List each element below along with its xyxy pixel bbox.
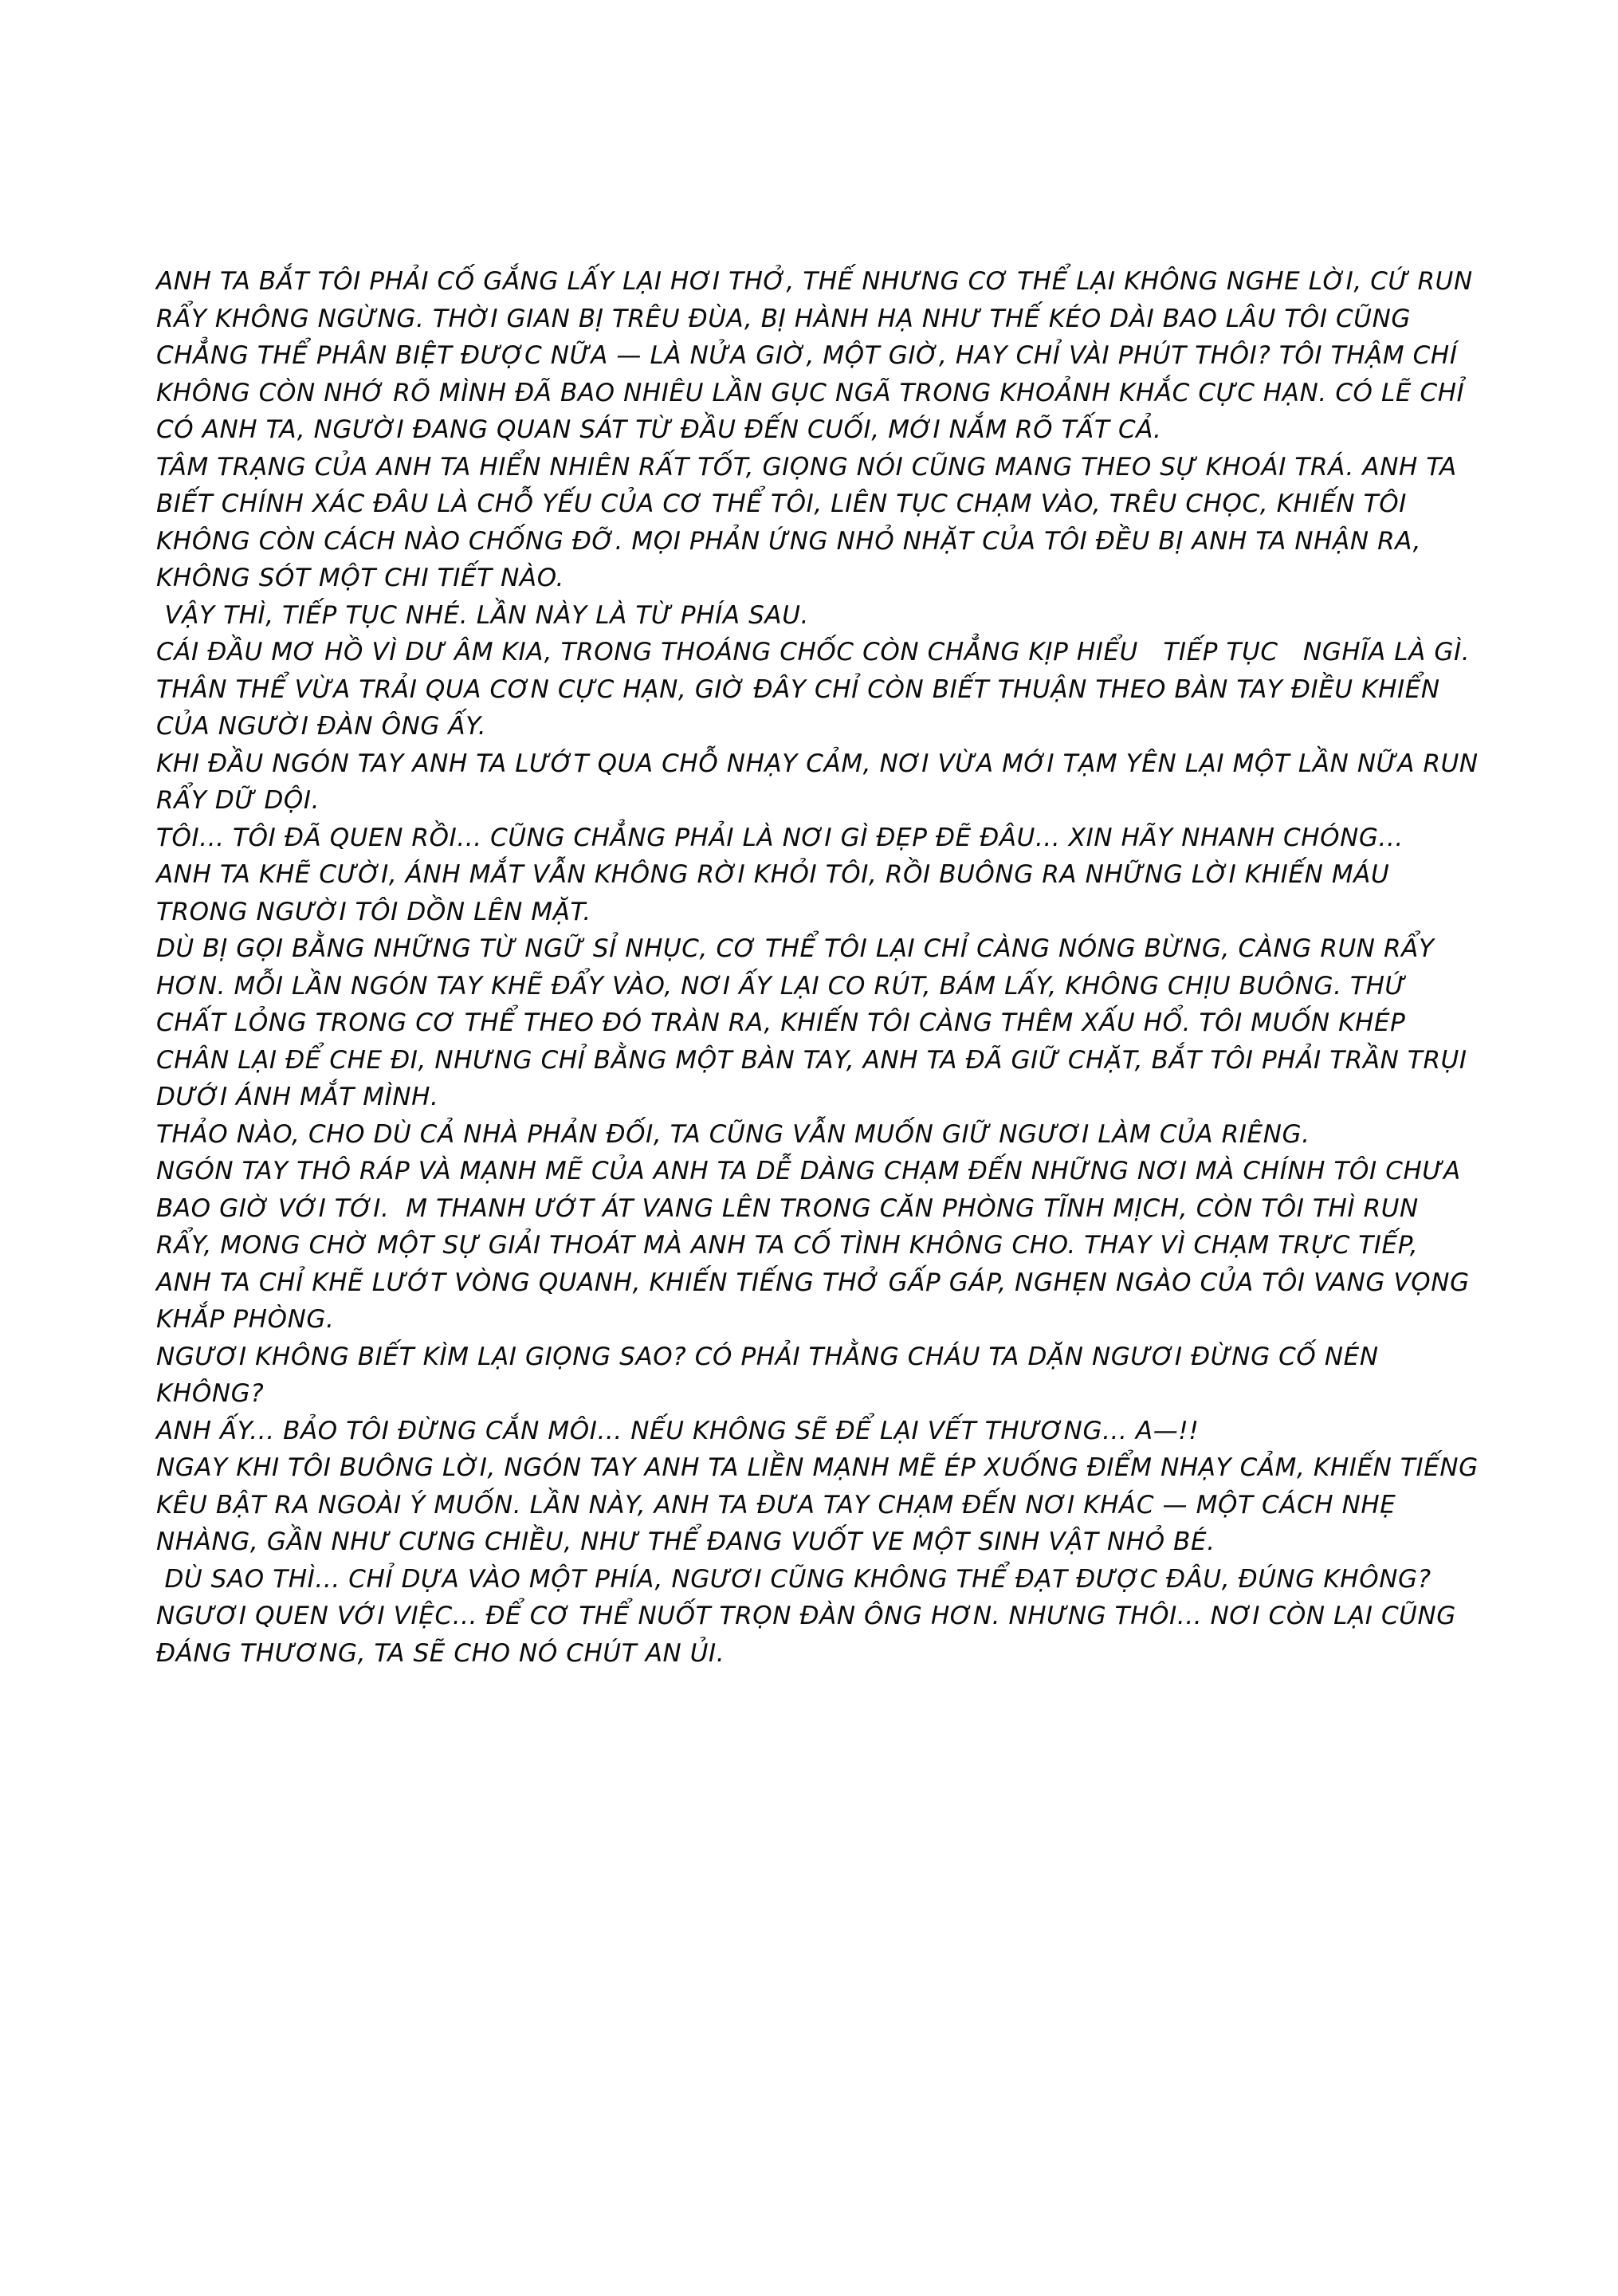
paragraph: VẬY THÌ, TIẾP TỤC NHÉ. LẦN NÀY LÀ TỪ PHÍA SAU. <box>156 600 809 630</box>
paragraph: NGAY KHI TÔI BUÔNG LỜI, NGÓN TAY ANH TA LIỀN MẠNH MẼ ÉP XUỐNG ĐIỂM NHẠY CẢM, KHIẾN TIẾNG KÊU BẬT RA NGOÀI Ý MUỐN. LẦN NÀY, ANH TA ĐƯA TAY CHẠM ĐẾN NƠI KHÁC — MỘT CÁCH NHẸ NHÀNG, GẦN NHƯ CƯNG CHIỀU, NHƯ THỂ ĐANG VUỐT VE MỘT SINH VẬT NHỎ BÉ. <box>156 1453 1487 1556</box>
paragraph: ANH ẤY... BẢO TÔI ĐỪNG CẮN MÔI... NẾU KHÔNG SẼ ĐỂ LẠI VẾT THƯƠNG... A—!! <box>156 1416 1200 1445</box>
paragraph: THẢO NÀO, CHO DÙ CẢ NHÀ PHẢN ĐỐI, TA CŨNG VẪN MUỐN GIỮ NGƯƠI LÀM CỦA RIÊNG. <box>156 1119 1310 1149</box>
paragraph: DÙ SAO THÌ... CHỈ DỰA VÀO MỘT PHÍA, NGƯƠI CŨNG KHÔNG THỂ ĐẠT ĐƯỢC ĐÂU, ĐÚNG KHÔNG? NGƯƠI QUEN VỚI VIỆC... ĐỂ CƠ THỂ NUỐT TRỌN ĐÀN ÔNG HƠN. NHƯNG THÔI... NƠI CÒN LẠI CŨNG ĐÁNG THƯƠNG, TA SẼ CHO NÓ CHÚT AN ỦI. <box>156 1564 1465 1668</box>
paragraph: NGƯƠI KHÔNG BIẾT KÌM LẠI GIỌNG SAO? CÓ PHẢI THẰNG CHÁU TA DẶN NGƯƠI ĐỪNG CỐ NÉN KHÔNG? <box>156 1342 1388 1408</box>
paragraph: ANH TA BẮT TÔI PHẢI CỐ GẮNG LẤY LẠI HƠI THỞ, THẾ NHƯNG CƠ THỂ LẠI KHÔNG NGHE LỜI, CỨ RUN RẨY KHÔNG NGỪNG. THỜI GIAN BỊ TRÊU ĐÙA, BỊ HÀNH HẠ NHƯ THẾ KÉO DÀI BAO LÂU TÔI CŨNG CHẲNG THỂ PHÂN BIỆT ĐƯỢC NỮA — LÀ NỬA GIỜ, MỘT GIỜ, HAY CHỈ VÀI PHÚT THÔI? TÔI THẬM CHÍ KHÔNG CÒN NHỚ RÕ MÌNH ĐÃ BAO NHIÊU LẦN GỤC NGÃ TRONG KHOẢNH KHẮC CỰC HẠN. CÓ LẼ CHỈ CÓ ANH TA, NGƯỜI ĐANG QUAN SÁT TỪ ĐẦU ĐẾN CUỐI, MỚI NẮM RÕ TẤT CẢ. <box>156 267 1482 444</box>
paragraph: DÙ BỊ GỌI BẰNG NHỮNG TỪ NGỮ SỈ NHỤC, CƠ THỂ TÔI LẠI CHỈ CÀNG NÓNG BỪNG, CÀNG RUN RẨY HƠN. MỖI LẦN NGÓN TAY KHẼ ĐẨY VÀO, NƠI ẤY LẠI CO RÚT, BÁM LẤY, KHÔNG CHỊU BUÔNG. THỨ CHẤT LỎNG TRONG CƠ THỂ THEO ĐÓ TRÀN RA, KHIẾN TÔI CÀNG THÊM XẤU HỔ. TÔI MUỐN KHÉP CHÂN LẠI ĐỂ CHE ĐI, NHƯNG CHỈ BẰNG MỘT BÀN TAY, ANH TA ĐÃ GIỮ CHẶT, BẮT TÔI PHẢI TRẦN TRỤI DƯỚI ÁNH MẮT MÌNH. <box>156 934 1476 1111</box>
paragraph: NGÓN TAY THÔ RÁP VÀ MẠNH MẼ CỦA ANH TA DỄ DÀNG CHẠM ĐẾN NHỮNG NƠI MÀ CHÍNH TÔI CHƯA BAO GIỜ VỚI TỚI. M THANH ƯỚT ÁT VANG LÊN TRONG CĂN PHÒNG TĨNH MỊCH, CÒN TÔI THÌ RUN RẨY, MONG CHỜ MỘT SỰ GIẢI THOÁT MÀ ANH TA CỐ TÌNH KHÔNG CHO. THAY VÌ CHẠM TRỰC TIẾP, ANH TA CHỈ KHẼ LƯỚT VÒNG QUANH, KHIẾN TIẾNG THỞ GẤP GÁP, NGHẸN NGÀO CỦA TÔI VANG VỌNG KHẮP PHÒNG. <box>156 1157 1479 1334</box>
paragraph: CÁI ĐẦU MƠ HỒ VÌ DƯ ÂM KIA, TRONG THOÁNG CHỐC CÒN CHẲNG KỊP HIỂU TIẾP TỤC NGHĨA LÀ GÌ. THÂN THỂ VỪA TRẢI QUA CƠN CỰC HẠN, GIỜ ĐÂY CHỈ CÒN BIẾT THUẬN THEO BÀN TAY ĐIỀU KHIỂN CỦA NGƯỜI ĐÀN ÔNG ẤY. <box>156 638 1479 741</box>
story-text-block <box>156 263 1487 1672</box>
paragraph: ANH TA KHẼ CƯỜI, ÁNH MẮT VẪN KHÔNG RỜI KHỎI TÔI, RỒI BUÔNG RA NHỮNG LỜI KHIẾN MÁU TRONG NGƯỜI TÔI DỒN LÊN MẶT. <box>156 860 1398 926</box>
paragraph: TÔI... TÔI ĐÃ QUEN RỒI... CŨNG CHẲNG PHẢI LÀ NƠI GÌ ĐẸP ĐẼ ĐÂU... XIN HÃY NHANH CHÓNG... <box>156 823 1404 852</box>
paragraph: KHI ĐẦU NGÓN TAY ANH TA LƯỚT QUA CHỖ NHẠY CẢM, NƠI VỪA MỚI TẠM YÊN LẠI MỘT LẦN NỮA RUN RẨY DỮ DỘI. <box>156 749 1487 815</box>
paragraph: TÂM TRẠNG CỦA ANH TA HIỂN NHIÊN RẤT TỐT, GIỌNG NÓI CŨNG MANG THEO SỰ KHOÁI TRÁ. ANH TA BIẾT CHÍNH XÁC ĐÂU LÀ CHỖ YẾU CỦA CƠ THỂ TÔI, LIÊN TỤC CHẠM VÀO, TRÊU CHỌC, KHIẾN TÔI KHÔNG CÒN CÁCH NÀO CHỐNG ĐỠ. MỌI PHẢN ỨNG NHỎ NHẶT CỦA TÔI ĐỀU BỊ ANH TA NHẬN RA, KHÔNG SÓT MỘT CHI TIẾT NÀO. <box>156 452 1466 592</box>
